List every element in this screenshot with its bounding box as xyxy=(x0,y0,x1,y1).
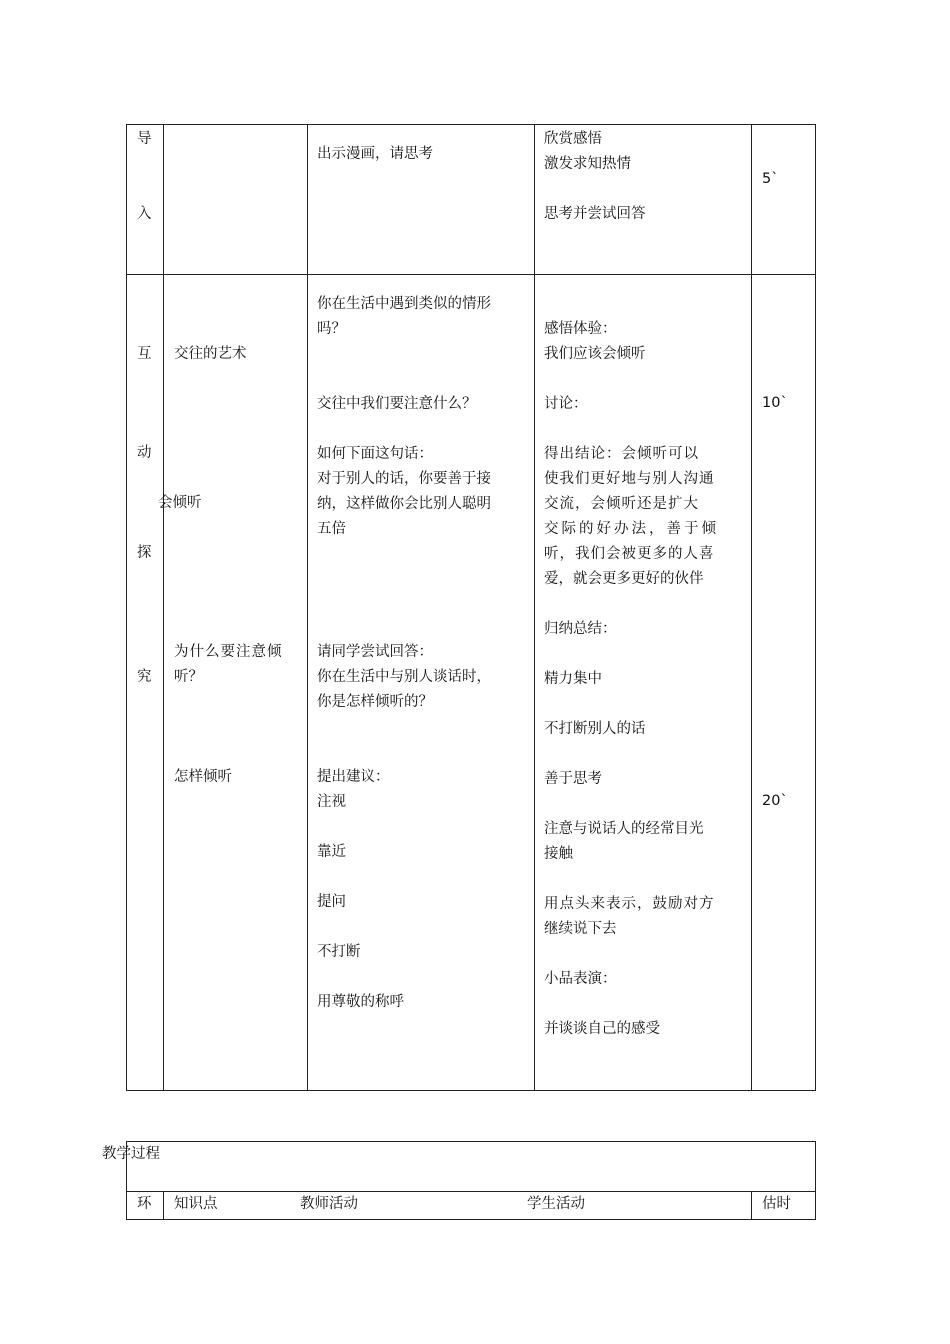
upper-table-col-line xyxy=(815,124,816,1091)
intro-time: 5` xyxy=(762,171,779,187)
intro-student-activity xyxy=(544,127,646,227)
student-line: 听，我们会被更多的人喜 xyxy=(544,546,715,562)
explore-time-b: 20` xyxy=(762,793,788,809)
upper-table-col-line xyxy=(126,124,127,1091)
knowledge-why xyxy=(174,640,283,690)
intro-teacher-activity: 出示漫画，请思考 xyxy=(317,146,433,162)
student-line: 得出结论：会倾听可以 xyxy=(544,446,699,462)
knowledge-how: 怎样倾听 xyxy=(174,769,232,785)
teacher-line: 提问 xyxy=(317,894,346,910)
student-activity-block xyxy=(544,317,719,1042)
teacher-activity-block-1 xyxy=(317,292,491,542)
student-line: 爱，就会更多更好的伙伴 xyxy=(544,571,704,587)
header-student: 学生活动 xyxy=(527,1196,585,1212)
student-line: 精力集中 xyxy=(544,671,602,687)
student-line: 注意与说话人的经常目光 xyxy=(544,821,704,837)
student-line xyxy=(544,592,719,617)
stage-char: 探 xyxy=(137,545,152,561)
teacher-line xyxy=(317,865,404,890)
student-line xyxy=(544,742,719,767)
teacher-line: 不打断 xyxy=(317,944,361,960)
stage-char: 互 xyxy=(137,346,152,362)
lower-table-top-border xyxy=(126,1141,816,1142)
student-line: 用点头来表示，鼓励对方 xyxy=(544,896,715,912)
teacher-line: 用尊敬的称呼 xyxy=(317,994,404,1010)
student-line xyxy=(544,992,719,1017)
upper-table-bottom-border xyxy=(126,1090,816,1091)
upper-table-col-line xyxy=(307,124,308,1091)
teacher-line xyxy=(317,815,404,840)
upper-table-col-line xyxy=(534,124,535,1091)
student-line: 继续说下去 xyxy=(544,921,617,937)
knowledge-listen: 会倾听 xyxy=(158,495,202,511)
knowledge-art: 交往的艺术 xyxy=(174,346,247,362)
student-line xyxy=(544,942,719,967)
explore-time-a: 10` xyxy=(762,395,788,411)
teacher-line: 你在生活中与别人谈话时， xyxy=(317,669,491,685)
student-line: 使我们更好地与别人沟通 xyxy=(544,471,715,487)
lower-table-caption: 教学过程 xyxy=(102,1146,160,1162)
student-line xyxy=(544,177,646,202)
student-line: 归纳总结： xyxy=(544,621,617,637)
stage-char: 入 xyxy=(137,206,152,222)
student-line: 并谈谈自己的感受 xyxy=(544,1021,660,1037)
student-line xyxy=(544,417,719,442)
student-line: 交流，会倾听还是扩大 xyxy=(544,496,699,512)
stage-char: 究 xyxy=(137,669,152,685)
student-line: 激发求知热情 xyxy=(544,156,631,172)
lower-table-col-line xyxy=(815,1141,816,1220)
upper-table-col-line xyxy=(751,124,752,1091)
teacher-line: 纳，这样做你会比别人聪明 xyxy=(317,496,491,512)
teacher-line xyxy=(317,417,491,442)
teacher-line: 请同学尝试回答： xyxy=(317,644,433,660)
stage-char: 动 xyxy=(137,445,152,461)
teacher-line: 靠近 xyxy=(317,844,346,860)
header-stage: 环 xyxy=(137,1196,152,1212)
upper-table-top-border xyxy=(126,124,816,125)
student-line: 思考并尝试回答 xyxy=(544,206,646,222)
upper-table-row-divider xyxy=(126,274,816,275)
header-teacher: 教师活动 xyxy=(300,1196,358,1212)
student-line: 小品表演： xyxy=(544,971,617,987)
student-line: 不打断别人的话 xyxy=(544,721,646,737)
student-line xyxy=(544,792,719,817)
lower-table-col-line xyxy=(751,1191,752,1220)
student-line xyxy=(544,692,719,717)
student-line xyxy=(544,642,719,667)
teacher-line: 你在生活中遇到类似的情形 xyxy=(317,296,491,312)
student-line xyxy=(544,867,719,892)
knowledge-line: 听？ xyxy=(174,669,203,685)
teacher-line xyxy=(317,965,404,990)
student-line: 我们应该会倾听 xyxy=(544,346,646,362)
lower-table-bottom-border xyxy=(126,1219,816,1220)
teacher-line xyxy=(317,367,491,392)
student-line: 讨论： xyxy=(544,396,588,412)
student-line: 欣赏感悟 xyxy=(544,131,602,147)
lower-table-row-divider xyxy=(126,1191,816,1192)
teacher-line: 注视 xyxy=(317,794,346,810)
teacher-line: 你是怎样倾听的？ xyxy=(317,694,433,710)
student-line: 善于思考 xyxy=(544,771,602,787)
student-line: 交际的好办法，善于倾 xyxy=(544,521,719,537)
student-line xyxy=(544,367,719,392)
teacher-line: 交往中我们要注意什么？ xyxy=(317,396,477,412)
stage-char: 导 xyxy=(137,131,152,147)
header-knowledge: 知识点 xyxy=(174,1196,218,1212)
header-time: 估时 xyxy=(762,1196,791,1212)
teacher-activity-block-3 xyxy=(317,765,404,1015)
upper-table-col-line xyxy=(163,124,164,1091)
student-line: 接触 xyxy=(544,846,573,862)
teacher-line: 五倍 xyxy=(317,521,346,537)
teacher-line: 如何下面这句话： xyxy=(317,446,433,462)
teacher-line: 吗？ xyxy=(317,321,346,337)
teacher-line: 对于别人的话，你要善于接 xyxy=(317,471,491,487)
student-line: 感悟体验： xyxy=(544,321,617,337)
teacher-activity-block-2 xyxy=(317,640,491,715)
teacher-line xyxy=(317,342,491,367)
knowledge-line: 为什么要注意倾 xyxy=(174,644,283,660)
teacher-line xyxy=(317,915,404,940)
teacher-line: 提出建议： xyxy=(317,769,390,785)
lower-table-col-line xyxy=(163,1191,164,1220)
